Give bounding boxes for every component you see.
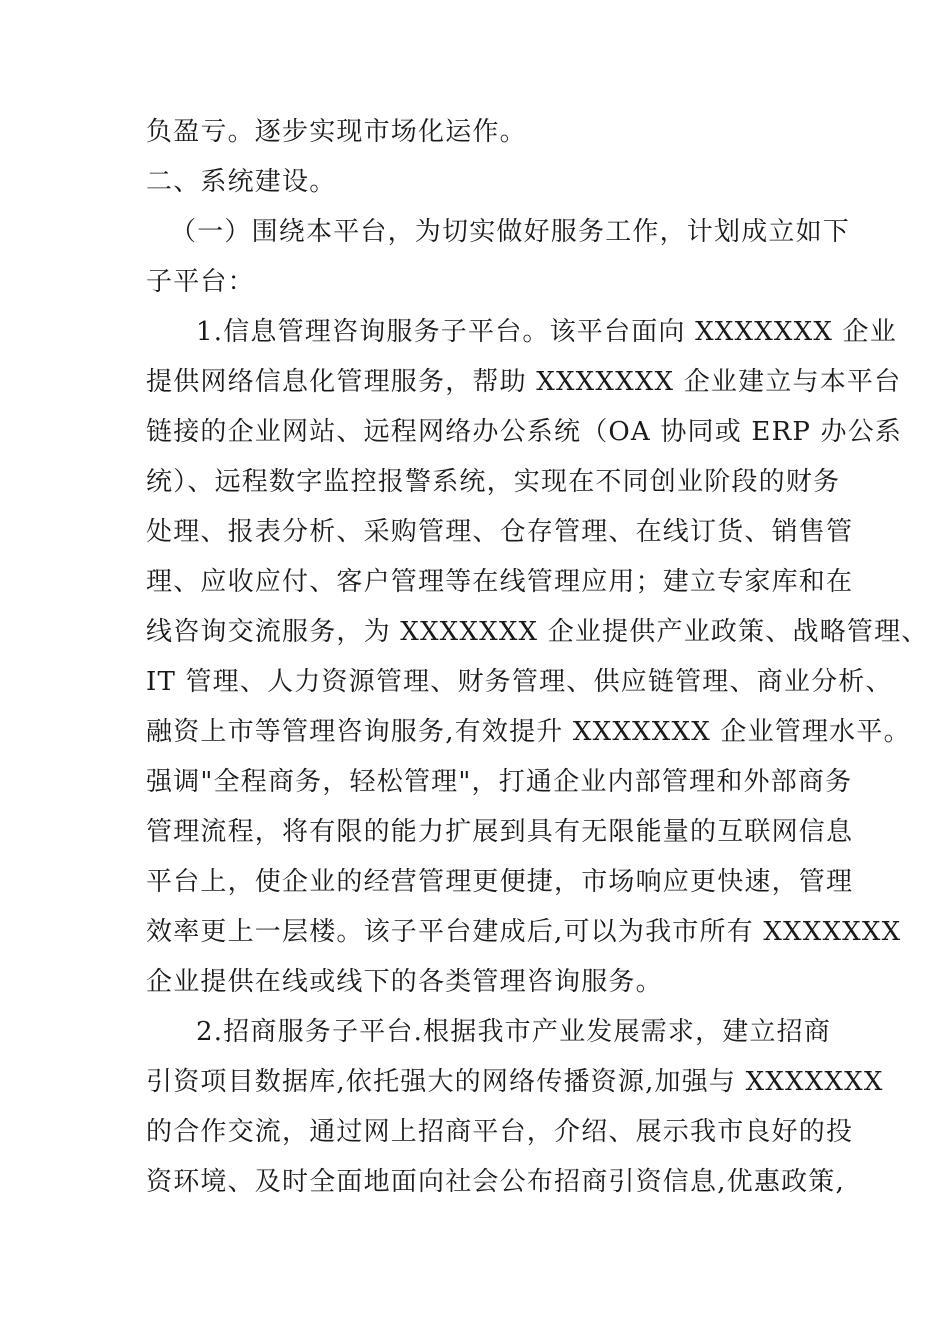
section-heading: 二、系统建设。 <box>146 167 337 197</box>
text-line: 引资项目数据库,依托强大的网络传播资源,加强与 XXXXXXX <box>146 1067 884 1097</box>
text-line: 1.信息管理咨询服务子平台。该平台面向 XXXXXXX 企业 <box>196 317 897 347</box>
text-line: 理、应收应付、客户管理等在线管理应用；建立专家库和在 <box>146 567 854 597</box>
text-line: 2.招商服务子平台.根据我市产业发展需求，建立招商 <box>196 1017 832 1047</box>
text-line: IT 管理、人力资源管理、财务管理、供应链管理、商业分析、 <box>146 667 893 697</box>
text-line: 强调"全程商务，轻松管理"，打通企业内部管理和外部商务 <box>146 767 853 797</box>
text-line: 线咨询交流服务，为 XXXXXXX 企业提供产业政策、战略管理、 <box>146 617 929 647</box>
text-line: 子平台： <box>146 267 255 297</box>
text-line: 平台上，使企业的经营管理更便捷，市场响应更快速，管理 <box>146 867 854 897</box>
text-line: 效率更上一层楼。该子平台建成后,可以为我市所有 XXXXXXX <box>146 917 902 947</box>
text-line: 资环境、及时全面地面向社会公布招商引资信息,优惠政策, <box>146 1167 845 1197</box>
text-line: 的合作交流，通过网上招商平台，介绍、展示我市良好的投 <box>146 1117 854 1147</box>
text-line: 管理流程，将有限的能力扩展到具有无限能量的互联网信息 <box>146 817 854 847</box>
text-line: 提供网络信息化管理服务，帮助 XXXXXXX 企业建立与本平台 <box>146 367 902 397</box>
text-line: 融资上市等管理咨询服务,有效提升 XXXXXXX 企业管理水平。 <box>146 717 911 747</box>
text-line: 统）、远程数字监控报警系统，实现在不同创业阶段的财务 <box>146 467 841 497</box>
text-line: 链接的企业网站、远程网络办公系统（OA 协同或 ERP 办公系 <box>146 417 903 447</box>
text-line: 处理、报表分析、采购管理、仓存管理、在线订货、销售管 <box>146 517 854 547</box>
text-line: 企业提供在线或线下的各类管理咨询服务。 <box>146 967 663 997</box>
text-line: （一）围绕本平台，为切实做好服务工作，计划成立如下 <box>170 217 851 247</box>
text-line: 负盈亏。逐步实现市场化运作。 <box>146 117 527 147</box>
